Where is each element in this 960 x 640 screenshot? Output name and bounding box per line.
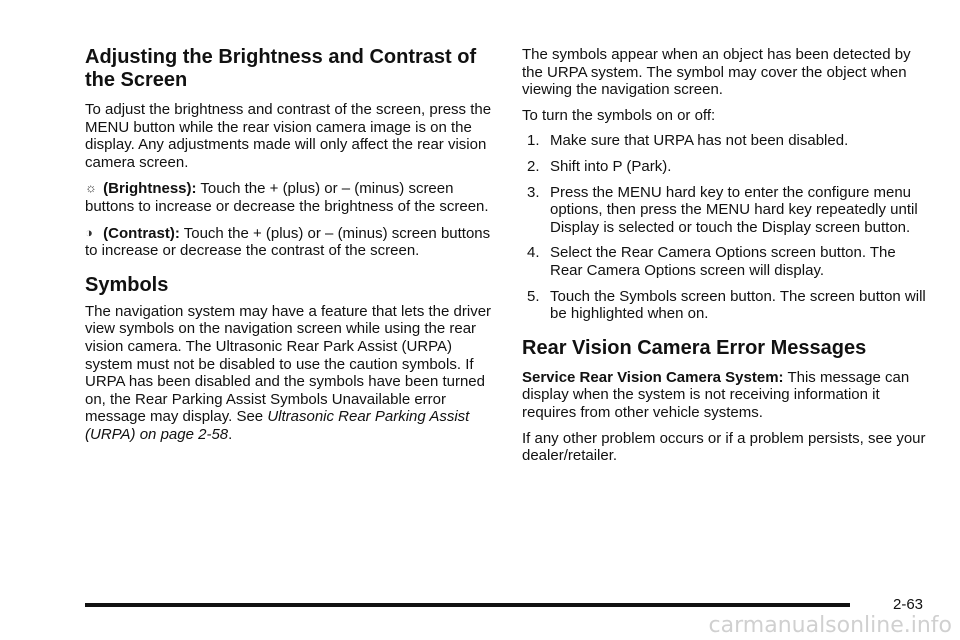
- left-column: [85, 46, 493, 452]
- contrast-label: (Contrast):: [103, 224, 180, 242]
- footer-rule: [85, 603, 850, 607]
- paragraph-adjust-intro: To adjust the brightness and contrast of the screen, press the MENU button while the rear vision camera image is on the display. Any adjustments made will only affect the rear vision camera screen.: [85, 101, 492, 171]
- step-number: 4.: [527, 244, 540, 262]
- list-item: [522, 288, 930, 323]
- step-text: Shift into P (Park).: [550, 157, 672, 175]
- cross-reference-link[interactable]: Ultrasonic Rear Parking Assist (URPA) on page 2-58: [85, 408, 470, 443]
- brightness-entry: [85, 179, 493, 215]
- step-text: Touch the Symbols screen button. The screen button will be highlighted when on.: [550, 287, 926, 323]
- step-text: Press the MENU hard key to enter the configure menu options, then press the MENU hard key repeatedly until Display is selected or touch the Display screen button.: [550, 183, 918, 236]
- service-message-text: This message can display when the system is not receiving information it requires from other vehicle systems.: [522, 368, 910, 421]
- step-number: 1.: [527, 132, 540, 150]
- step-number: 5.: [527, 287, 540, 305]
- symbols-text: The navigation system may have a feature that lets the driver view symbols on the navigation screen while using the rear vision camera. The Ultrasonic Rear Park Assist (URPA) system must not be disabled to use the caution symbols. If URPA has been disabled and the symbols have been turned on, the Rear Parking Assist Symbols Unavailable error message may display. See: [85, 302, 492, 426]
- contrast-text-rest: buttons to increase or decrease the contrast of the screen.: [85, 224, 491, 260]
- service-message-label: Service Rear Vision Camera System:: [522, 368, 784, 386]
- watermark: carmanualsonline.info: [708, 613, 952, 638]
- list-item: [522, 184, 930, 237]
- see-end: .: [228, 425, 233, 443]
- list-item: [522, 158, 930, 176]
- step-text: Make sure that URPA has not been disabled.: [550, 132, 849, 150]
- steps-list: [522, 132, 930, 322]
- paragraph-turn-symbols: To turn the symbols on or off:: [522, 106, 716, 124]
- section-heading-symbols: Symbols: [85, 273, 169, 296]
- service-message-entry: [522, 369, 930, 422]
- brightness-text-rest: screen buttons to increase or decrease the brightness of the screen.: [85, 180, 489, 215]
- sun-icon: ☼: [85, 180, 97, 196]
- page-number: 2-63: [893, 596, 924, 613]
- list-item: [522, 132, 930, 150]
- paragraph-symbols: [85, 303, 493, 444]
- step-number: 2.: [527, 157, 540, 175]
- half-circle-contrast-icon: ◑: [85, 224, 93, 240]
- paragraph-other-problem: If any other problem occurs or if a problem persists, see your dealer/retailer.: [522, 429, 926, 465]
- list-item: [522, 244, 930, 279]
- step-number: 3.: [527, 183, 540, 201]
- paragraph-symbols-appear: The symbols appear when an object has been detected by the URPA system. The symbol may cover the object when viewing the navigation screen.: [522, 46, 911, 99]
- brightness-label: (Brightness):: [103, 180, 197, 198]
- contrast-entry: [85, 224, 493, 260]
- right-column: [522, 46, 930, 473]
- section-heading-brightness-contrast: Adjusting the Brightness and Contrast of the Screen: [85, 46, 477, 91]
- contrast-text-first: Touch the + (plus) or – (minus) screen: [183, 224, 437, 242]
- step-text: Select the Rear Camera Options screen button. The Rear Camera Options screen will display.: [550, 244, 896, 279]
- brightness-text-first: Touch the + (plus) or – (minus): [200, 180, 405, 198]
- section-heading-error-messages: Rear Vision Camera Error Messages: [522, 336, 867, 359]
